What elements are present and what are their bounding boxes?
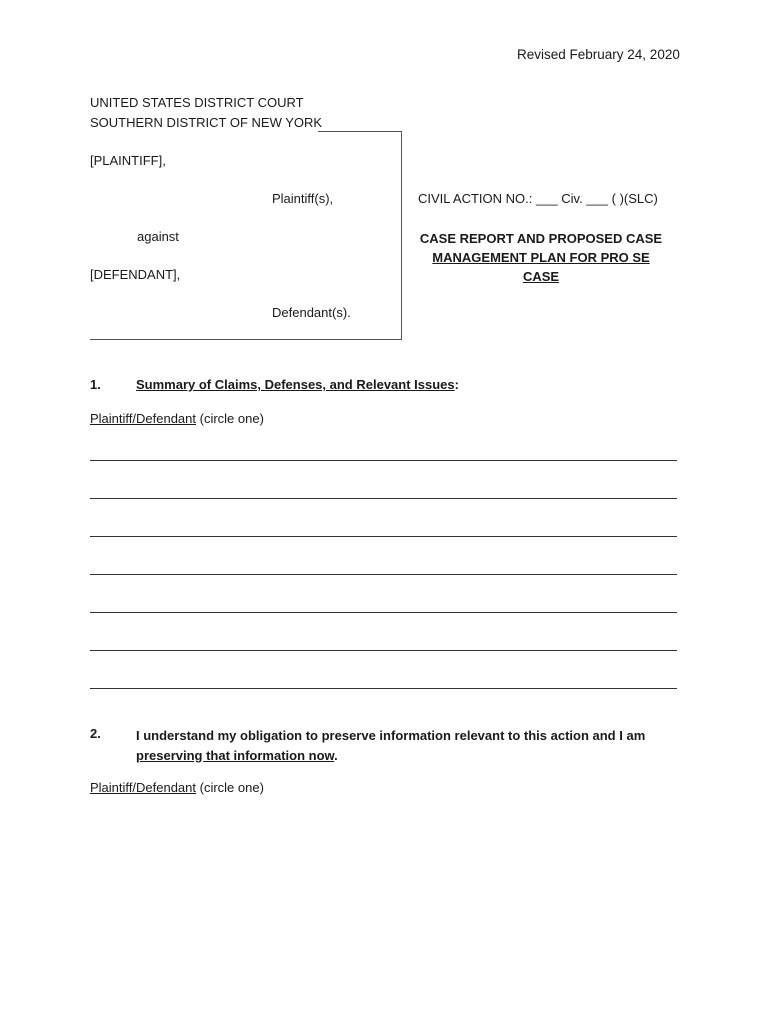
plaintiff-role: Plaintiff(s),	[272, 191, 334, 206]
section2-text-part1: I understand my obligation to preserve information relevant to this action and I am	[136, 728, 646, 743]
caption-top-rule	[318, 131, 402, 132]
case-title-line1: CASE REPORT AND PROPOSED CASE	[419, 231, 663, 246]
answer-line[interactable]	[90, 498, 677, 499]
section1-party-choice[interactable]: Plaintiff/Defendant	[90, 411, 196, 426]
section2-party-choice[interactable]: Plaintiff/Defendant	[90, 780, 196, 795]
section1-title: Summary of Claims, Defenses, and Relevant Issues	[136, 377, 455, 392]
section2-text-end: .	[334, 747, 338, 763]
section2-statement	[136, 726, 696, 765]
case-title	[414, 229, 668, 286]
section2-party-select[interactable]	[90, 780, 264, 795]
section1-heading	[136, 377, 459, 392]
answer-line[interactable]	[90, 574, 677, 575]
section1-party-select[interactable]	[90, 411, 264, 426]
section1-party-note: (circle one)	[196, 411, 264, 426]
case-title-line2: MANAGEMENT PLAN FOR PRO SE CASE	[432, 250, 650, 284]
civil-action-number: CIVIL ACTION NO.: ___ Civ. ___ ( )(SLC)	[418, 191, 658, 206]
defendant-placeholder: [DEFENDANT],	[90, 267, 181, 282]
section2-party-note: (circle one)	[196, 780, 264, 795]
court-name: UNITED STATES DISTRICT COURT	[90, 95, 304, 110]
section2-text-underlined: preserving that information now	[136, 747, 335, 763]
answer-line[interactable]	[90, 650, 677, 651]
answer-line[interactable]	[90, 460, 677, 461]
section2-number: 2.	[90, 726, 101, 741]
answer-line[interactable]	[90, 536, 677, 537]
plaintiff-placeholder: [PLAINTIFF],	[90, 153, 166, 168]
answer-line[interactable]	[90, 688, 677, 689]
against-label: against	[137, 229, 179, 244]
answer-line[interactable]	[90, 612, 677, 613]
defendant-role: Defendant(s).	[272, 305, 351, 320]
section1-number: 1.	[90, 377, 101, 392]
court-district: SOUTHERN DISTRICT OF NEW YORK	[90, 115, 323, 130]
section1-title-colon: :	[454, 377, 459, 392]
revised-date: Revised February 24, 2020	[517, 47, 680, 62]
